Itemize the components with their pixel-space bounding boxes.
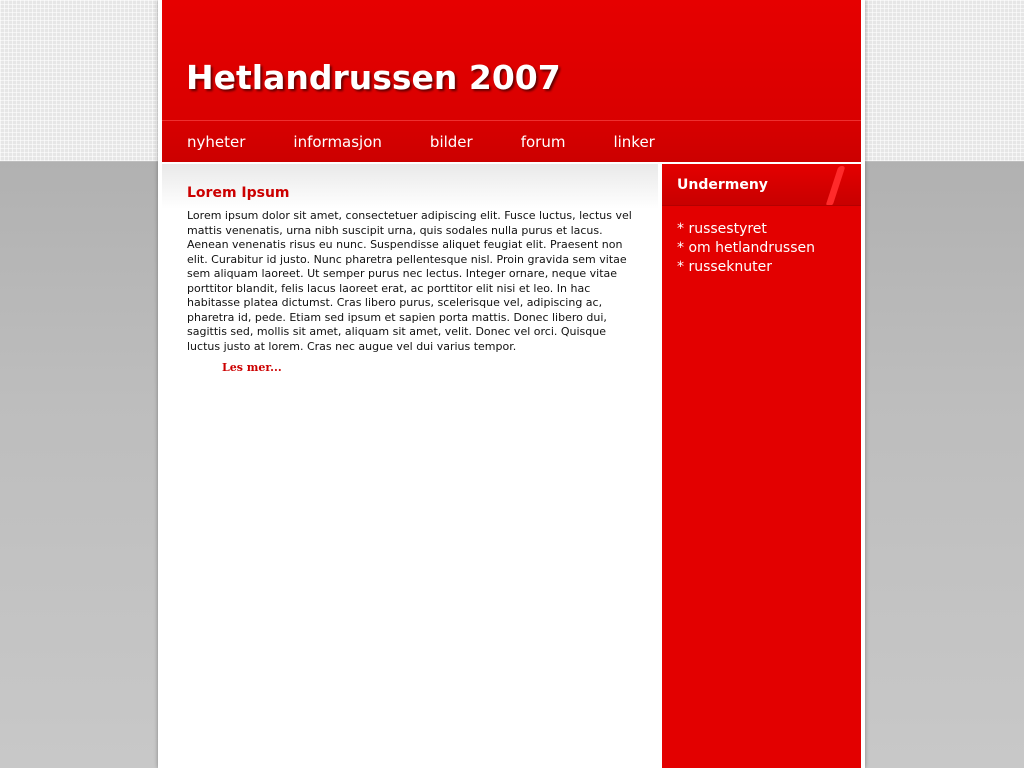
slash-decoration-icon: [826, 166, 846, 206]
submenu-list: [677, 220, 815, 277]
nav-item-informasjon[interactable]: informasjon: [293, 132, 382, 151]
sidebar-title: Undermeny: [677, 177, 768, 193]
page-container: [158, 0, 865, 768]
nav-item-bilder[interactable]: bilder: [429, 132, 473, 151]
main-nav: [162, 120, 861, 162]
submenu-item-russeknuter[interactable]: * russeknuter: [677, 259, 772, 275]
nav-item-nyheter[interactable]: nyheter: [187, 132, 246, 151]
site-title: Hetlandrussen 2007: [186, 58, 561, 97]
submenu-item-russestyret[interactable]: * russestyret: [677, 221, 767, 237]
read-more-link[interactable]: Les mer...: [222, 361, 282, 374]
sidebar-header: [662, 164, 861, 206]
submenu-item-om-hetlandrussen[interactable]: * om hetlandrussen: [677, 240, 816, 256]
site-header: [162, 0, 861, 162]
article-title: Lorem Ipsum: [187, 185, 290, 201]
nav-item-forum[interactable]: forum: [520, 132, 566, 151]
nav-item-linker[interactable]: linker: [613, 132, 655, 151]
main-content: [162, 164, 658, 768]
article-body: Lorem ipsum dolor sit amet, consectetuer adipiscing elit. Fusce luctus, lectus vel mattis venenatis, urna nibh suscipit urna, quis sodales nulla purus et lacus. Aenean venenatis risus eu nunc. Suspendisse aliquet feugiat elit. Praesent non elit. Curabitur id justo. Nunc pharetra pellentesque nisl. Proin gravida sem vitae sem aliquam laoreet. Ut semper purus nec lectus. Integer ornare, neque vitae porttitor blandit, felis lacus laoreet erat, ac porttitor elit nisi et leo. In hac habitasse platea dictumst. Cras libero purus, scelerisque vel, adipiscing ac, pharetra id, pede. Etiam sed ipsum et sapien porta mattis. Donec libero dui, sagittis sed, mollis sit amet, aliquam sit amet, velit. Donec vel orci. Quisque luctus justo at lorem. Cras nec augue vel dui varius tempor.: [187, 209, 632, 353]
sidebar: [662, 164, 861, 768]
